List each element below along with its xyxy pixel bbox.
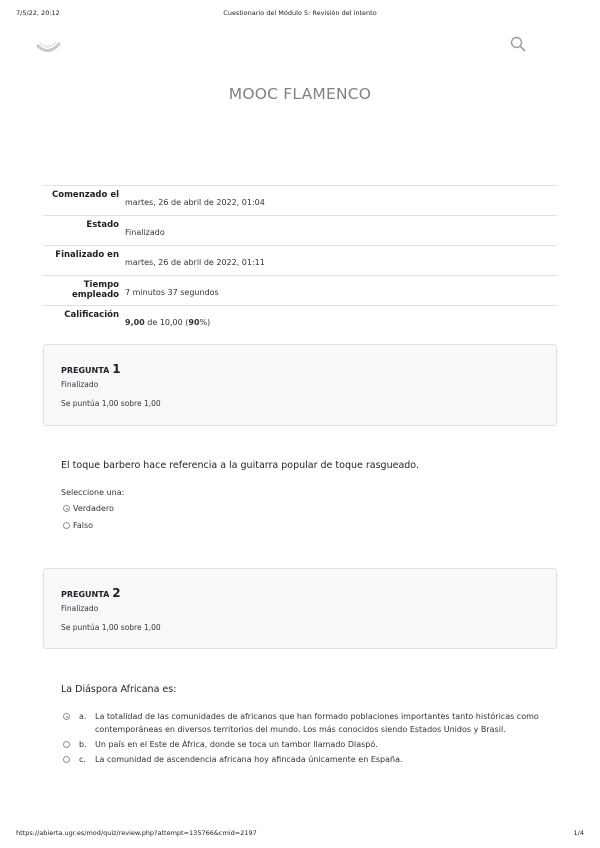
grade-percent: 90 [188, 318, 200, 327]
radio-unchecked-icon[interactable] [63, 756, 70, 763]
option-text [95, 710, 539, 736]
summary-label: Comenzado el [52, 190, 119, 200]
option-letter: a. [79, 712, 87, 721]
question-state: Finalizado [61, 604, 99, 613]
question-number-value: 1 [112, 362, 121, 376]
summary-row-grade [43, 306, 557, 336]
option-text-line1: La totalidad de las comunidades de africanos que han formado poblaciones importantes tanto históricas como [95, 712, 539, 721]
question-state: Finalizado [61, 380, 99, 389]
option-label: Verdadero [73, 504, 114, 513]
question-2-option-b[interactable] [63, 740, 378, 751]
summary-row-state [43, 216, 557, 246]
radio-unchecked-icon[interactable] [63, 741, 70, 748]
radio-unchecked-icon[interactable] [63, 522, 70, 529]
question-1-option-true[interactable] [63, 504, 114, 513]
question-grade: Se puntúa 1,00 sobre 1,00 [61, 623, 161, 632]
option-text-line2: contemporáneas en diversos territorios del mundo. Los más conocidos siendo Estados Unidos y Brasil. [95, 725, 506, 734]
summary-value: 7 minutos 37 segundos [125, 288, 219, 297]
question-1-info [43, 344, 557, 426]
grade-out-of: de 10,00 ( [144, 318, 189, 327]
option-text: La comunidad de ascendencia africana hoy afincada únicamente en España. [95, 755, 403, 764]
print-date: 7/5/22, 20:12 [16, 9, 60, 17]
grade-score: 9,00 [125, 318, 145, 327]
summary-row-started [43, 186, 557, 216]
summary-label: Estado [86, 220, 119, 230]
summary-label: Finalizado en [55, 250, 119, 260]
question-2-option-c[interactable] [63, 755, 403, 766]
option-letter: b. [79, 740, 87, 749]
question-1-option-false[interactable] [63, 521, 93, 530]
question-label: PREGUNTA [61, 366, 110, 375]
option-label: Falso [73, 521, 94, 530]
question-2-option-a[interactable] [63, 712, 539, 736]
grade-percent-suffix: %) [199, 318, 211, 327]
summary-label: Tiempo empleado [71, 280, 119, 300]
summary-value: Finalizado [125, 228, 165, 237]
search-icon[interactable] [510, 36, 526, 52]
site-title: MOOC FLAMENCO [228, 85, 372, 103]
summary-label: Calificación [64, 310, 119, 320]
option-letter: c. [79, 755, 86, 764]
summary-value-grade [119, 306, 210, 336]
radio-checked-icon[interactable] [63, 713, 70, 720]
site-logo-icon[interactable] [34, 36, 62, 56]
attempt-summary-table [43, 185, 557, 336]
print-url: https://abierta.ugr.es/mod/quiz/review.php?attempt=135766&cmid=2197 [16, 829, 257, 837]
question-grade: Se puntúa 1,00 sobre 1,00 [61, 399, 161, 408]
summary-value: martes, 26 de abril de 2022, 01:11 [125, 258, 265, 267]
question-number [61, 586, 121, 600]
question-number [61, 362, 121, 376]
question-1-text: El toque barbero hace referencia a la guitarra popular de toque rasgueado. [61, 460, 419, 471]
question-number-value: 2 [112, 586, 121, 600]
question-2-text: La Diáspora Africana es: [61, 684, 177, 695]
radio-checked-icon[interactable] [63, 505, 70, 512]
question-2-info [43, 568, 557, 649]
print-title: Cuestionario del Módulo 5: Revisión del intento [223, 9, 377, 17]
print-page-count: 1/4 [573, 829, 584, 837]
summary-row-completed [43, 246, 557, 276]
option-text: Un país en el Este de África, donde se toca un tambor llamado Diaspó. [95, 740, 378, 749]
question-1-prompt: Seleccione una: [61, 488, 125, 497]
summary-value: martes, 26 de abril de 2022, 01:04 [125, 198, 265, 207]
summary-row-time-taken [43, 276, 557, 306]
question-label: PREGUNTA [61, 590, 110, 599]
